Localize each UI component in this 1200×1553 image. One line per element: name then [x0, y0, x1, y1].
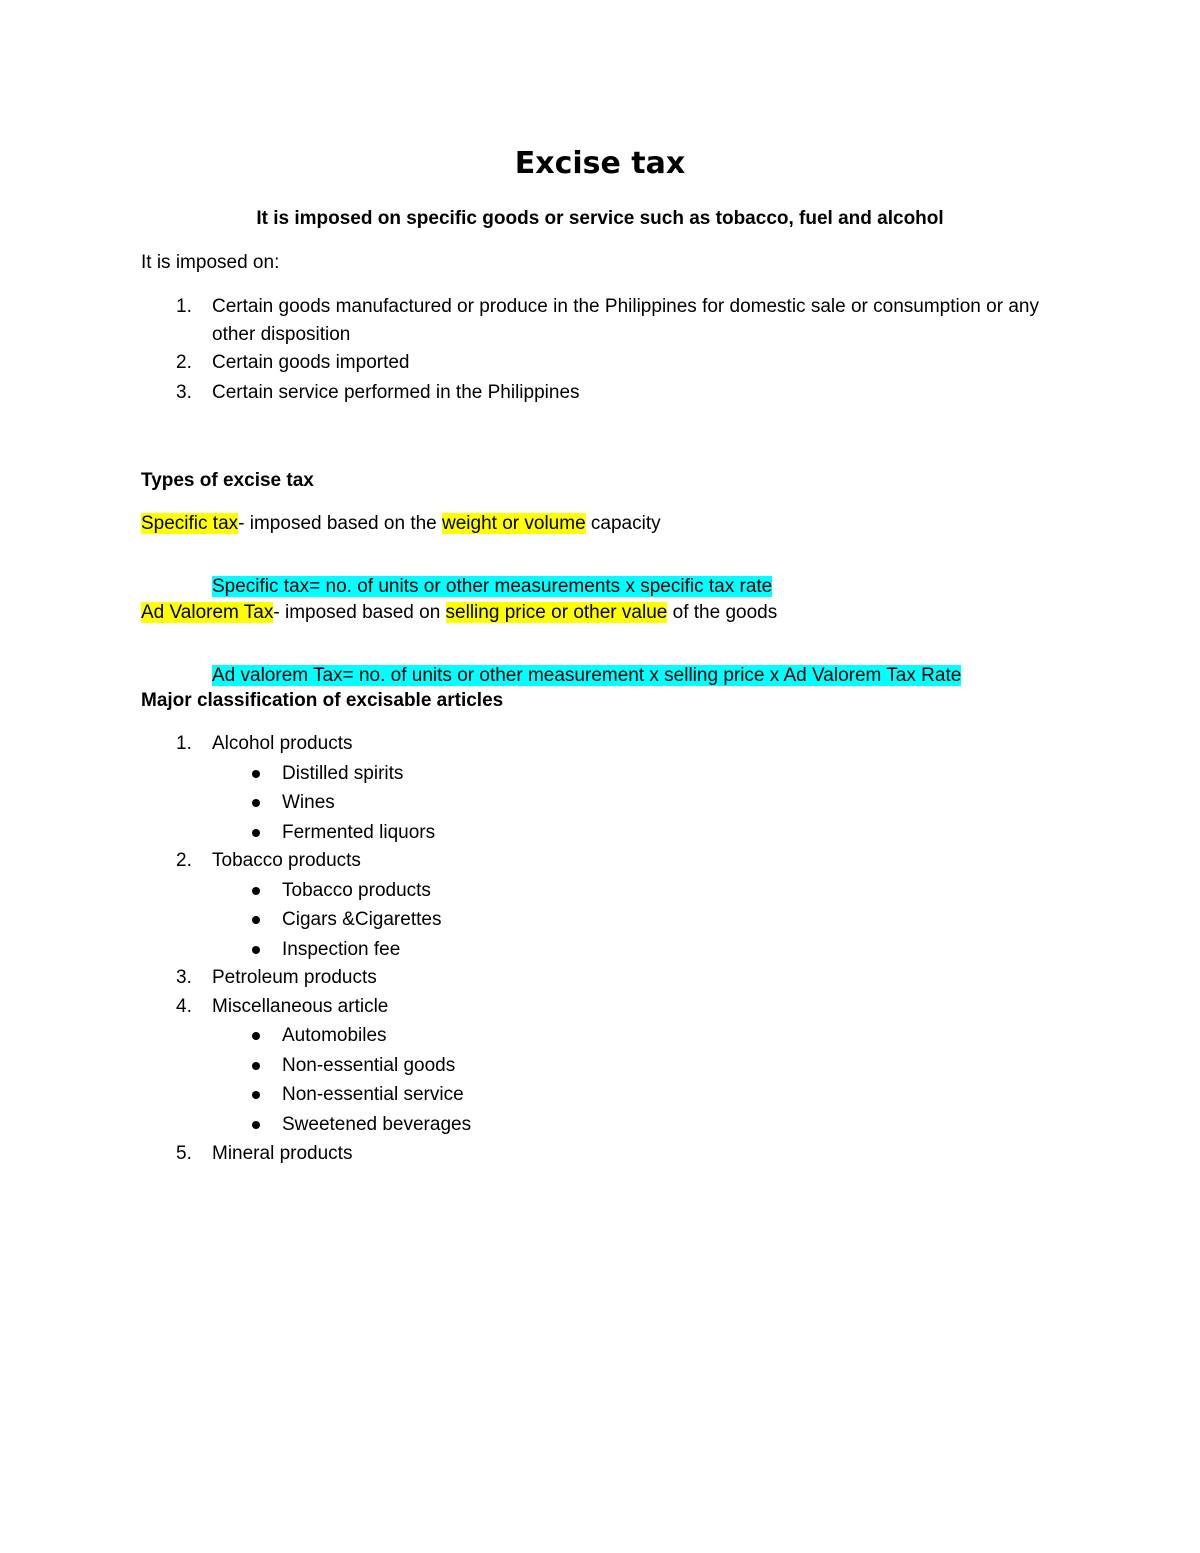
bullet-icon [252, 887, 260, 895]
imposed-item: Certain goods imported [212, 352, 410, 373]
classification-label: Tobacco products [212, 850, 361, 871]
specific-tax-highlight: weight or volume [442, 513, 586, 534]
classification-sub-item: Inspection fee [282, 939, 401, 960]
bullet-icon [252, 1121, 260, 1129]
major-heading: Major classification of excisable articles [141, 690, 504, 711]
ad-valorem-highlight: selling price or other value [445, 602, 668, 623]
document-title: Excise tax [514, 146, 686, 181]
specific-tax-definition [141, 511, 661, 537]
imposed-intro: It is imposed on: [141, 252, 280, 273]
specific-tax-mid: - imposed based on the [238, 513, 443, 534]
classification-sub-item: Non-essential goods [282, 1055, 456, 1076]
ad-valorem-formula [212, 663, 961, 689]
classification-sub-item: Cigars &Cigarettes [282, 909, 442, 930]
classification-label: Mineral products [212, 1143, 353, 1164]
bullet-icon [252, 1062, 260, 1070]
bullet-icon [252, 1091, 260, 1099]
specific-tax-term: Specific tax [141, 513, 239, 534]
classification-label: Miscellaneous article [212, 996, 389, 1017]
ad-valorem-definition [141, 600, 777, 626]
classification-label: Petroleum products [212, 967, 377, 988]
classification-number: 2. [176, 850, 192, 871]
document-subtitle: It is imposed on specific goods or service such as tobacco, fuel and alcohol [256, 208, 944, 229]
imposed-item: Certain service performed in the Philippines [212, 382, 580, 403]
ad-valorem-mid: - imposed based on [273, 602, 446, 623]
ad-valorem-formula-text: Ad valorem Tax= no. of units or other measurement x selling price x Ad Valorem Tax Rate [212, 665, 962, 686]
imposed-item-number: 1. [176, 296, 192, 317]
imposed-item: Certain goods manufactured or produce in the Philippines for domestic sale or consumption or any other disposition [212, 296, 1039, 345]
ad-valorem-end: of the goods [667, 602, 778, 623]
classification-sub-item: Distilled spirits [282, 763, 404, 784]
specific-tax-formula-text: Specific tax= no. of units or other measurements x specific tax rate [212, 576, 773, 597]
classification-sub-item: Wines [282, 792, 335, 813]
classification-number: 4. [176, 996, 192, 1017]
classification-number: 3. [176, 967, 192, 988]
imposed-item-number: 3. [176, 382, 192, 403]
ad-valorem-term: Ad Valorem Tax [141, 602, 274, 623]
classification-label: Alcohol products [212, 733, 353, 754]
bullet-icon [252, 770, 260, 778]
classification-sub-item: Non-essential service [282, 1084, 464, 1105]
classification-sub-item: Automobiles [282, 1025, 387, 1046]
bullet-icon [252, 829, 260, 837]
types-heading: Types of excise tax [141, 470, 314, 491]
bullet-icon [252, 946, 260, 954]
classification-number: 1. [176, 733, 192, 754]
specific-tax-formula [212, 574, 772, 600]
classification-sub-item: Tobacco products [282, 880, 431, 901]
imposed-item-number: 2. [176, 352, 192, 373]
classification-sub-item: Sweetened beverages [282, 1114, 472, 1135]
bullet-icon [252, 799, 260, 807]
classification-sub-item: Fermented liquors [282, 822, 436, 843]
classification-number: 5. [176, 1143, 192, 1164]
bullet-icon [252, 916, 260, 924]
specific-tax-end: capacity [585, 513, 661, 534]
bullet-icon [252, 1032, 260, 1040]
